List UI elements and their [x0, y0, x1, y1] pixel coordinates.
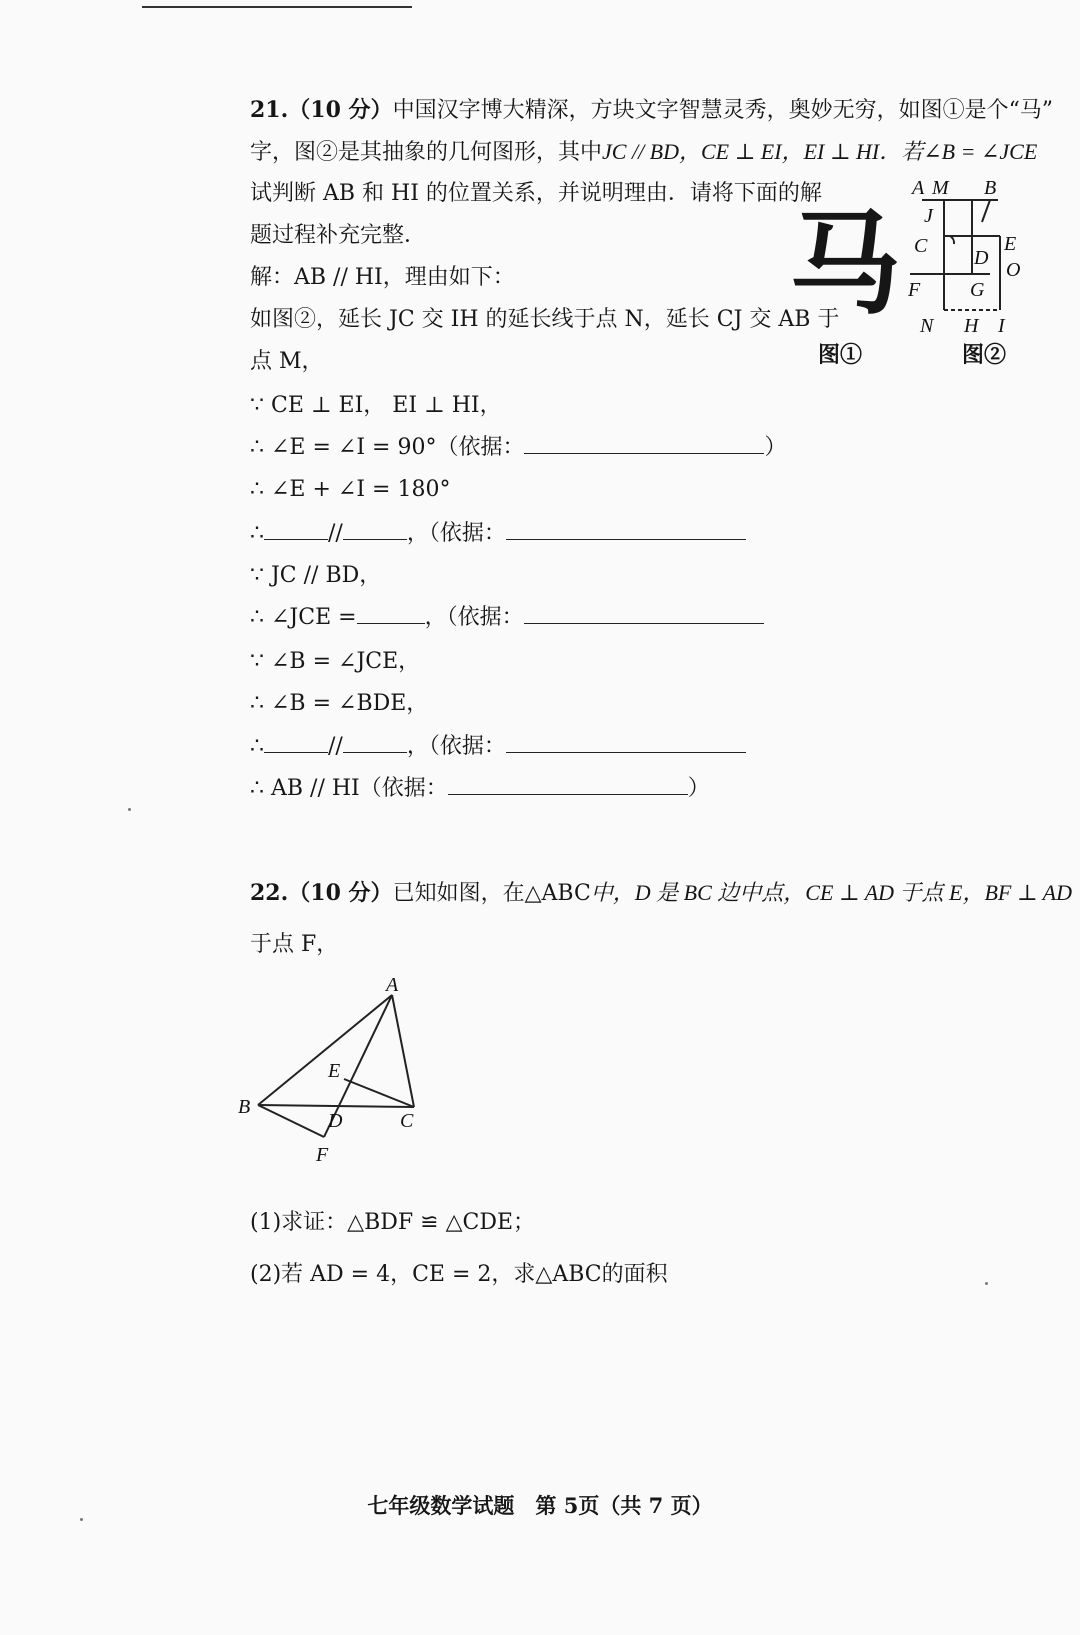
- q22-number: 22.: [250, 880, 289, 906]
- label-G: G: [970, 279, 985, 301]
- side-AC: [392, 995, 414, 1107]
- label-J: J: [924, 205, 933, 227]
- label-O: O: [1006, 259, 1021, 281]
- scan-speck: [985, 1282, 988, 1285]
- q21-solution-line-2: 点 M，: [250, 349, 324, 374]
- ma-character: 马: [789, 199, 901, 330]
- q21-step-10: ∴ AB // HI（依据： ）: [250, 776, 710, 801]
- q21-stem-line-3: 试判断 AB 和 HI 的位置关系，并说明理由．请将下面的解: [250, 181, 822, 206]
- q22-part-1: (1)求证：△BDF ≌ △CDE；: [250, 1210, 536, 1235]
- figure-1-caption: 图①: [818, 342, 863, 368]
- basis-blank-1[interactable]: [524, 435, 764, 454]
- q21-step-4: ∴ // ，（依据：: [250, 519, 746, 549]
- label-B: B: [238, 1096, 251, 1118]
- q21-number: 21.: [250, 97, 289, 123]
- q21-stem-line-2: 字，图②是其抽象的几何图形，其中JC // BD，CE ⊥ EI，EI ⊥ HI．若∠B = ∠JCE: [250, 139, 1038, 165]
- parallel-blank-1a[interactable]: [264, 521, 328, 540]
- q22-figure: [238, 975, 428, 1175]
- label-A: A: [912, 177, 925, 199]
- angle-blank[interactable]: [357, 605, 425, 624]
- q21-step-9: ∴ // ，（依据：: [250, 732, 746, 762]
- parallel-blank-2a[interactable]: [264, 734, 328, 753]
- label-F: F: [316, 1144, 329, 1166]
- q21-solution-line-1: 如图②，延长 JC 交 IH 的延长线于点 N，延长 CJ 交 AB 于: [250, 307, 840, 332]
- side-BC: [258, 1105, 414, 1107]
- q21-score: （10 分）: [288, 97, 393, 123]
- q21-step-5: ∵ JC // BD，: [250, 563, 382, 588]
- figure-2-caption: 图②: [962, 342, 1007, 368]
- line-BF: [258, 1105, 324, 1137]
- line-B-stroke: [982, 200, 990, 222]
- parallel-blank-2b[interactable]: [343, 734, 407, 753]
- scan-speck: [128, 808, 131, 811]
- label-C: C: [400, 1110, 414, 1132]
- side-AB: [258, 995, 392, 1105]
- q21-stem-line-4: 题过程补充完整．: [250, 223, 427, 248]
- q21-step-2: ∴ ∠E = ∠I = 90°（依据： ）: [250, 435, 787, 460]
- basis-blank-2[interactable]: [506, 521, 746, 540]
- top-rule: [142, 6, 412, 8]
- label-I: I: [998, 315, 1005, 337]
- label-E: E: [1004, 233, 1017, 255]
- label-D: D: [974, 247, 989, 269]
- q21-step-3: ∴ ∠E + ∠I = 180°: [250, 477, 451, 502]
- q21-step-6: ∴ ∠JCE = ，（依据：: [250, 603, 764, 633]
- page-footer: 七年级数学试题 第 5页（共 7 页）: [367, 1493, 713, 1518]
- q21-solution-head: 解：AB // HI，理由如下：: [250, 265, 515, 290]
- label-M: M: [932, 177, 949, 199]
- label-H: H: [964, 315, 979, 337]
- figure-1: [785, 199, 905, 335]
- angle-C-mark: [950, 236, 954, 244]
- line-CE: [344, 1079, 414, 1107]
- q22-part-2: (2)若 AD = 4，CE = 2，求△ABC的面积: [250, 1262, 668, 1287]
- label-B: B: [984, 177, 997, 199]
- label-D: D: [328, 1110, 343, 1132]
- label-C: C: [914, 235, 928, 257]
- parallel-blank-1b[interactable]: [343, 521, 407, 540]
- q22-score: （10 分）: [288, 880, 393, 906]
- label-F: F: [908, 279, 921, 301]
- q21-step-1: ∵ CE ⊥ EI， EI ⊥ HI，: [250, 393, 502, 418]
- basis-blank-4[interactable]: [506, 734, 746, 753]
- q22-stem-line-2: 于点 F，: [250, 932, 339, 957]
- basis-blank-3[interactable]: [524, 605, 764, 624]
- figure-2: [910, 172, 1060, 352]
- label-A: A: [386, 974, 399, 996]
- q21-step-8: ∴ ∠B = ∠BDE，: [250, 691, 429, 716]
- q22-stem-line-1: 22.（10 分）已知如图，在△ABC中，D 是 BC 边中点，CE ⊥ AD 于点 E，BF ⊥ AD: [250, 880, 1072, 906]
- q21-step-7: ∵ ∠B = ∠JCE，: [250, 649, 421, 674]
- label-E: E: [328, 1060, 341, 1082]
- label-N: N: [920, 315, 934, 337]
- basis-blank-5[interactable]: [448, 776, 688, 795]
- q21-stem-line-1: 21.（10 分）中国汉字博大精深，方块文字智慧灵秀，奥妙无穷，如图①是个“马”: [250, 97, 1054, 123]
